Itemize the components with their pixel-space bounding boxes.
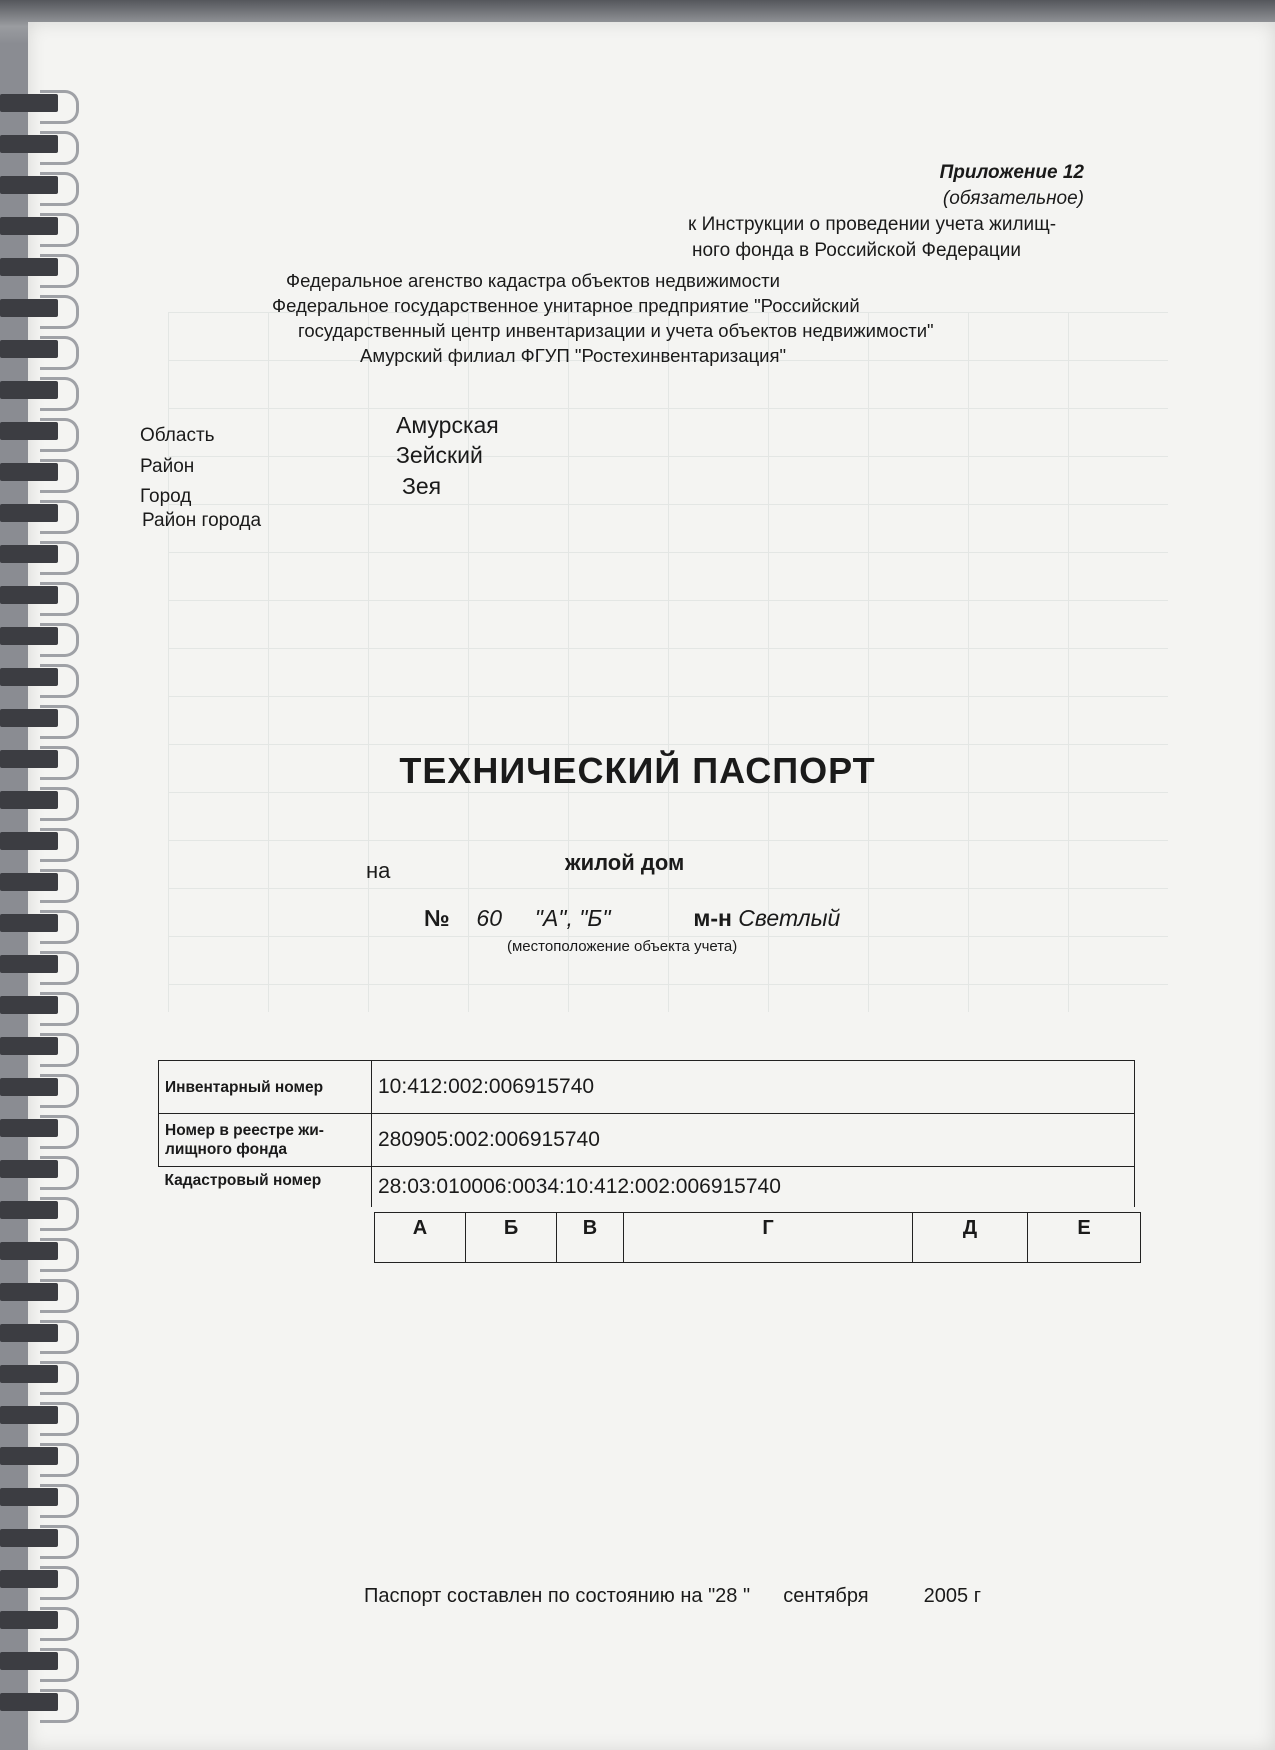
appendix-title: Приложение 12	[939, 162, 1084, 183]
binding-coil	[0, 1320, 80, 1350]
location-value-rayon: Зейский	[396, 442, 483, 468]
location-value-oblast: Амурская	[396, 412, 499, 438]
binding-coil	[0, 1484, 80, 1514]
table-row	[159, 1061, 1135, 1114]
binding-coil	[0, 131, 80, 161]
organization-line-3: государственный центр инвентаризации и учета объектов недвижимости"	[298, 320, 934, 341]
table-row	[159, 1167, 1135, 1208]
binding-coil	[0, 1156, 80, 1186]
spiral-binding	[0, 90, 86, 1750]
binding-coil	[0, 1648, 80, 1678]
binding-coil	[0, 992, 80, 1022]
location-label-city-district: Район города	[142, 510, 262, 531]
binding-coil	[0, 377, 80, 407]
binding-coil	[0, 1074, 80, 1104]
binding-coil	[0, 1197, 80, 1227]
binding-coil	[0, 664, 80, 694]
object-address	[424, 905, 840, 932]
binding-coil	[0, 90, 80, 120]
district-name: Светлый	[738, 905, 841, 931]
letter-cell-g: Г	[624, 1213, 913, 1263]
binding-coil	[0, 1566, 80, 1596]
house-number: 60	[476, 905, 503, 931]
inventory-value: 10:412:002:006915740	[372, 1061, 1135, 1114]
binding-coil	[0, 869, 80, 899]
footer-year: 2005 г	[923, 1585, 982, 1607]
binding-coil	[0, 500, 80, 530]
binding-coil	[0, 623, 80, 653]
number-sign: №	[424, 905, 450, 931]
passport-date-line	[364, 1585, 981, 1608]
organization-block	[250, 268, 1010, 368]
location-label-gorod: Город	[140, 486, 192, 507]
binding-coil	[0, 459, 80, 489]
binding-coil	[0, 541, 80, 571]
binding-coil	[0, 1361, 80, 1391]
binding-coil	[0, 1279, 80, 1309]
location-label-rayon: Район	[140, 456, 195, 477]
location-label-oblast: Область	[140, 425, 215, 446]
letter-cell-d: Д	[913, 1213, 1028, 1263]
binding-coil	[0, 254, 80, 284]
organization-line-2: Федеральное государственное унитарное предприятие "Российский	[272, 295, 860, 316]
building-letters: "А", "Б"	[534, 905, 611, 931]
binding-coil	[0, 705, 80, 735]
district-prefix: м-н	[693, 905, 732, 931]
binding-coil	[0, 1033, 80, 1063]
binding-coil	[0, 1443, 80, 1473]
footer-month: сентября	[783, 1585, 869, 1607]
binding-coil	[0, 1115, 80, 1145]
binding-coil	[0, 336, 80, 366]
housing-registry-value: 280905:002:006915740	[372, 1114, 1135, 1167]
binding-coil	[0, 1689, 80, 1719]
binding-coil	[0, 1525, 80, 1555]
binding-coil	[0, 582, 80, 612]
table-row	[159, 1114, 1135, 1167]
binding-coil	[0, 295, 80, 325]
object-preposition: на	[366, 858, 391, 883]
object-type: жилой дом	[565, 850, 685, 875]
instruction-reference	[688, 212, 1056, 264]
binding-coil	[0, 951, 80, 981]
appendix-block	[940, 160, 1084, 212]
binding-coil	[0, 1402, 80, 1432]
organization-line-4: Амурский филиал ФГУП "Ростехинвентаризация"	[360, 345, 787, 366]
footer-text: Паспорт составлен по состоянию на "28 "	[364, 1585, 751, 1607]
organization-line-1: Федеральное агенство кадастра объектов недвижимости	[286, 270, 780, 291]
instruction-line-1: к Инструкции о проведении учета жилищ-	[688, 214, 1057, 235]
table-row	[375, 1213, 1141, 1263]
cadastral-label: Кадастровый номер	[164, 1172, 322, 1189]
housing-registry-label: Номер в реестре жи-лищного фонда	[159, 1114, 372, 1167]
binding-coil	[0, 213, 80, 243]
cadastral-value: 28:03:010006:0034:10:412:002:006915740	[372, 1167, 1135, 1208]
instruction-line-2: ного фонда в Российской Федерации	[692, 240, 1022, 261]
location-value-gorod: Зея	[402, 473, 442, 499]
document-title: ТЕХНИЧЕСКИЙ ПАСПОРТ	[399, 750, 876, 791]
letter-cell-b: Б	[466, 1213, 557, 1263]
inventory-label: Инвентарный номер	[159, 1061, 372, 1114]
building-letters-grid	[374, 1212, 1141, 1263]
registry-table	[158, 1060, 1135, 1207]
location-caption: (местоположение объекта учета)	[507, 938, 738, 955]
binding-coil	[0, 1238, 80, 1268]
letter-cell-v: В	[557, 1213, 624, 1263]
binding-coil	[0, 1607, 80, 1637]
binding-coil	[0, 910, 80, 940]
binding-coil	[0, 828, 80, 858]
letter-cell-e: Е	[1028, 1213, 1141, 1263]
appendix-note: (обязательное)	[942, 188, 1084, 209]
binding-coil	[0, 418, 80, 448]
binding-coil	[0, 172, 80, 202]
letter-cell-a: А	[375, 1213, 466, 1263]
